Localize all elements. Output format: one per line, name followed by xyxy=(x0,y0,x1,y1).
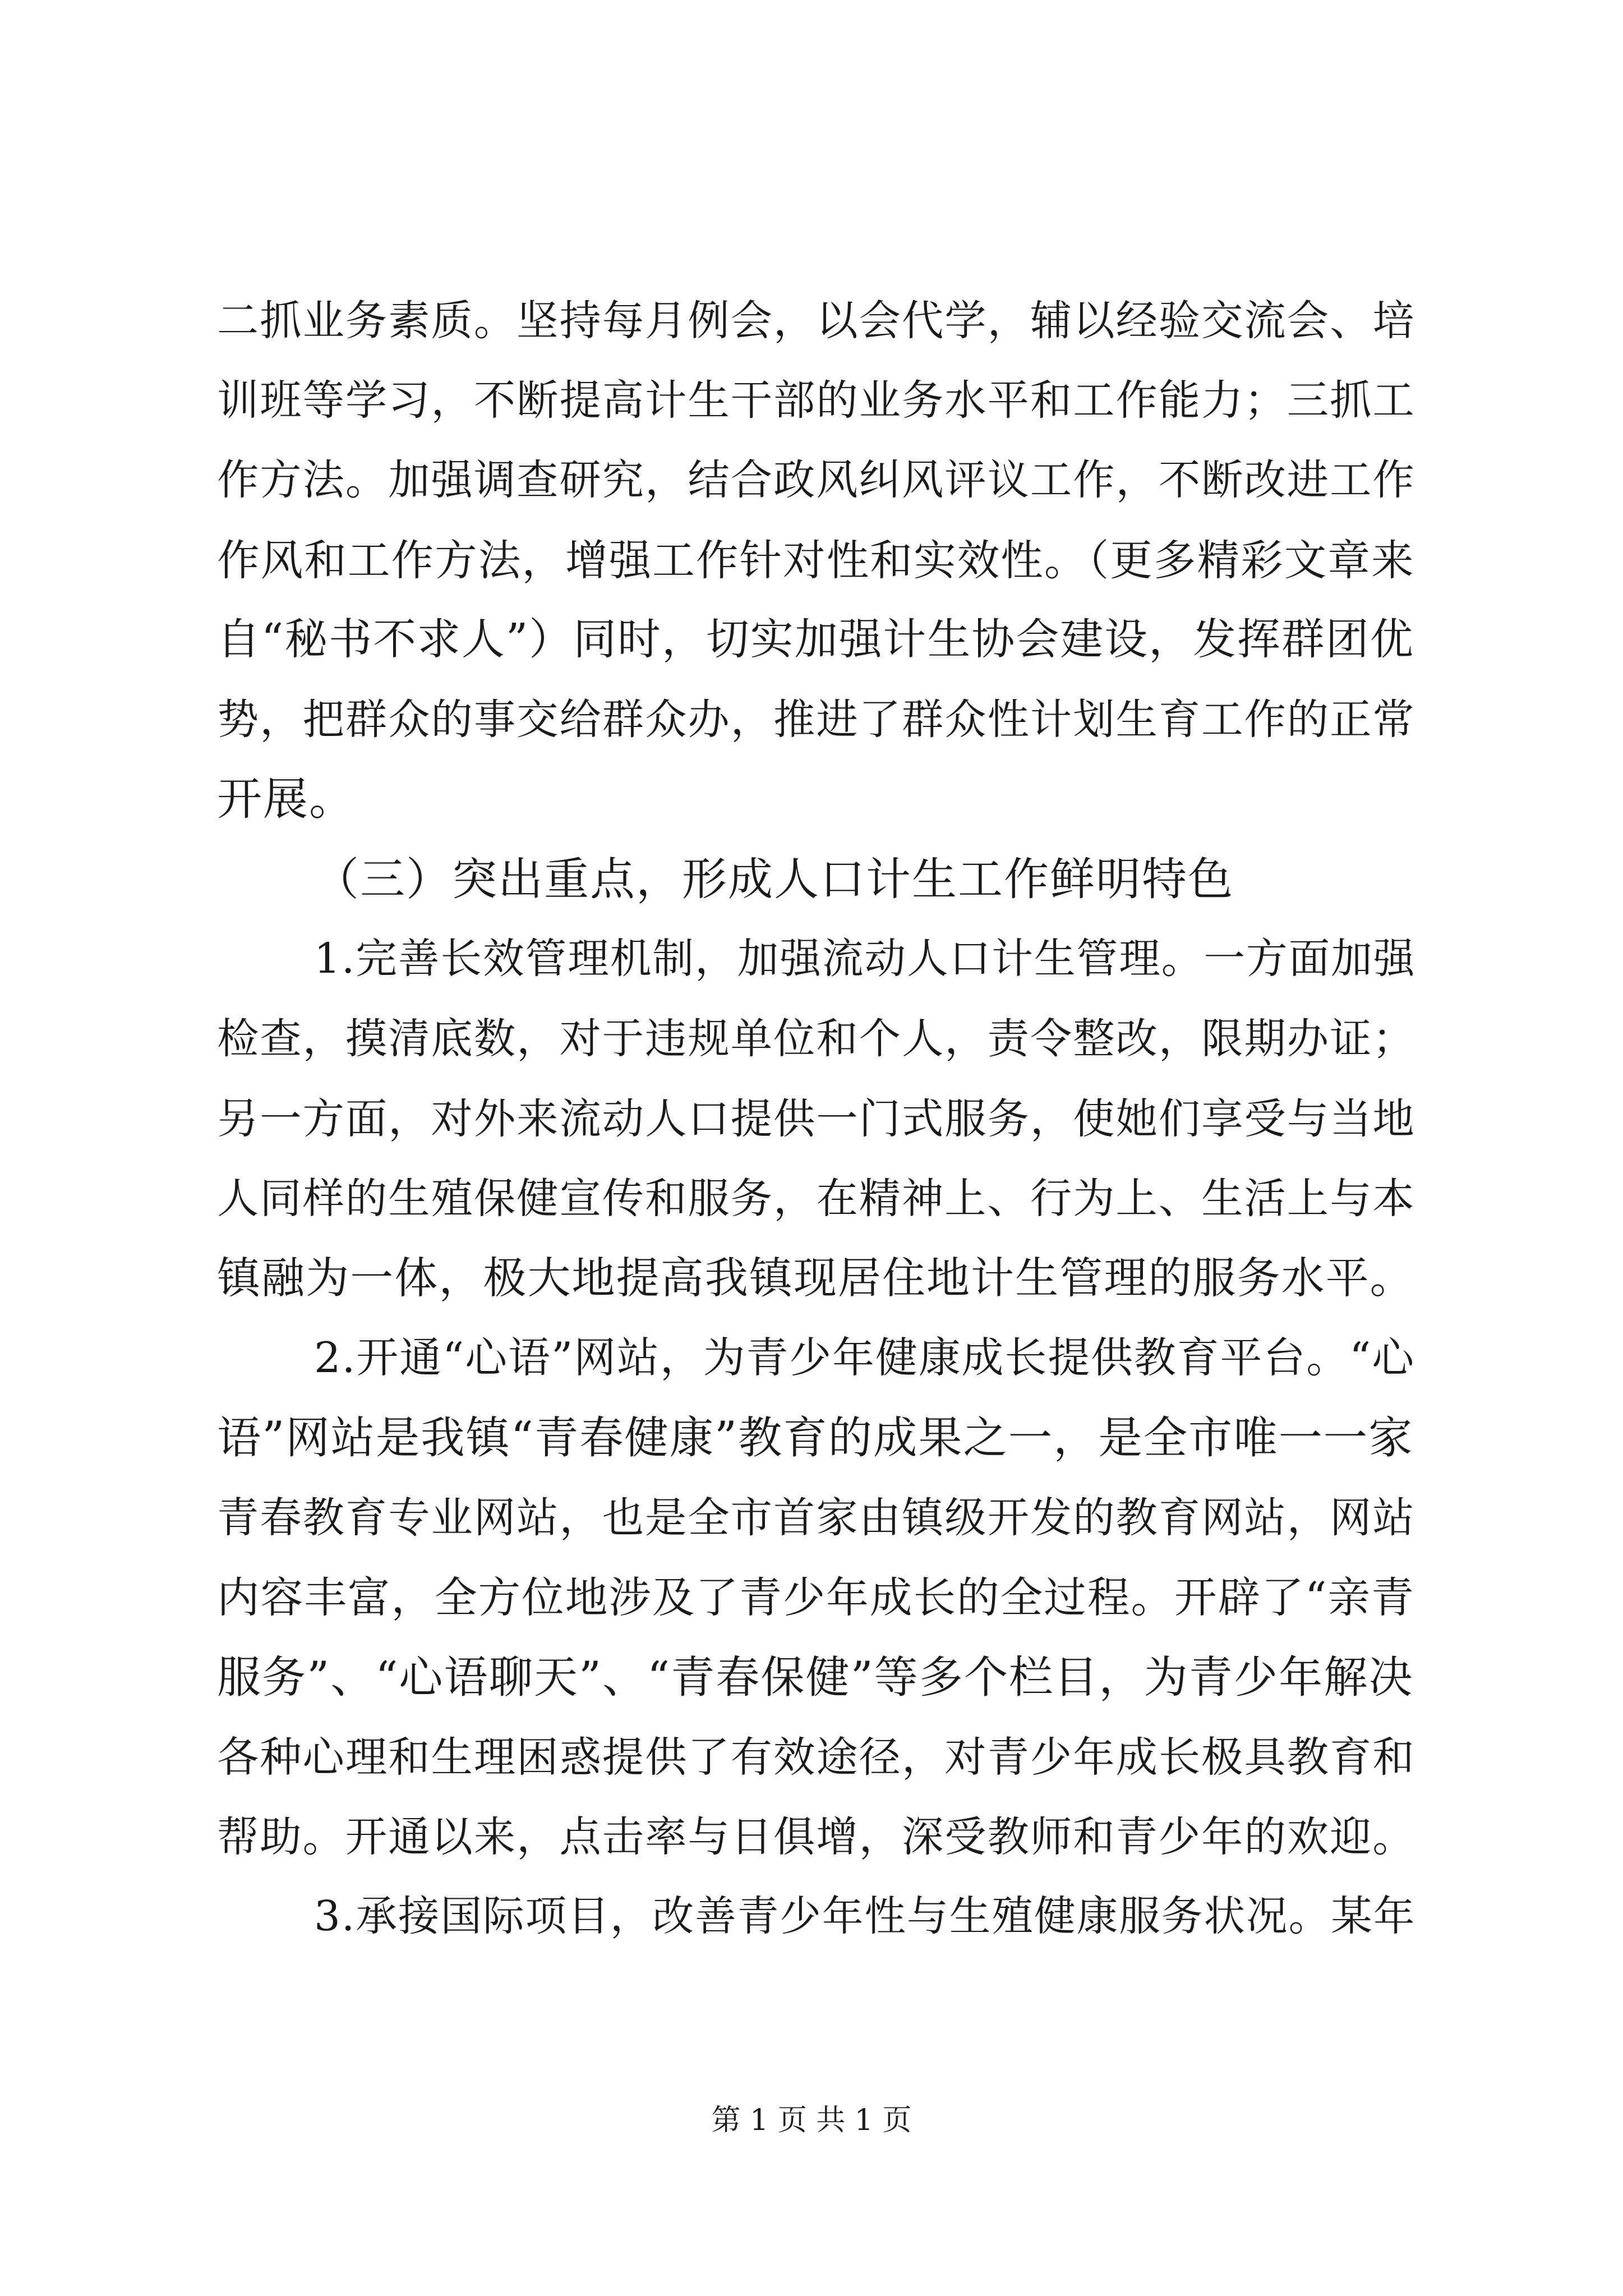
text-line: 帮助。开通以来，点击率与日俱增，深受教师和青少年的欢迎。 xyxy=(217,1812,1415,1861)
text-line: 另一方面，对外来流动人口提供一门式服务，使她们享受与当地 xyxy=(217,1094,1415,1143)
text-line: 服务”、“心语聊天”、“青春保健”等多个栏目，为青少年解决 xyxy=(217,1652,1414,1703)
text-line: 内容丰富，全方位地涉及了青少年成长的全过程。开辟了“亲青 xyxy=(217,1573,1415,1622)
text-line: 镇融为一体，极大地提高我镇现居住地计生管理的服务水平。 xyxy=(217,1253,1414,1304)
text-line: 开展。 xyxy=(217,773,355,825)
text-line: 检查，摸清底数，对于违规单位和个人，责令整改，限期办证； xyxy=(217,1014,1415,1063)
text-line: 语”网站是我镇“青春健康”教育的成果之一，是全市唯一一家 xyxy=(217,1412,1414,1464)
text-line: 青春教育专业网站，也是全市首家由镇级开发的教育网站，网站 xyxy=(217,1493,1415,1542)
page-footer: 第 1 页 共 1 页 xyxy=(711,2104,912,2137)
text-line: 作方法。加强调查研究，结合政风纠风评议工作，不断改进工作 xyxy=(217,455,1415,504)
text-line: 二抓业务素质。坚持每月例会，以会代学，辅以经验交流会、培 xyxy=(217,296,1415,345)
text-line: 自“秘书不求人”）同时，切实加强计生协会建设，发挥群团优 xyxy=(217,615,1414,665)
text-line: 人同样的生殖保健宣传和服务，在精神上、行为上、生活上与本 xyxy=(217,1174,1415,1223)
text-line: 作风和工作方法，增强工作针对性和实效性。（更多精彩文章来 xyxy=(217,536,1415,585)
text-line: 训班等学习，不断提高计生干部的业务水平和工作能力；三抓工 xyxy=(217,376,1415,425)
section-heading: （三）突出重点，形成人口计生工作鲜明特色 xyxy=(314,853,1234,905)
text-line: 势，把群众的事交给群众办，推进了群众性计划生育工作的正常 xyxy=(217,695,1415,744)
text-line: 1.完善长效管理机制，加强流动人口计生管理。一方面加强 xyxy=(314,935,1416,983)
text-line: 3.承接国际项目，改善青少年性与生殖健康服务状况。某年 xyxy=(314,1893,1416,1940)
text-line: 2.开通“心语”网站，为青少年健康成长提供教育平台。“心 xyxy=(314,1333,1415,1382)
text-line: 各种心理和生理困惑提供了有效途径，对青少年成长极具教育和 xyxy=(217,1733,1415,1782)
